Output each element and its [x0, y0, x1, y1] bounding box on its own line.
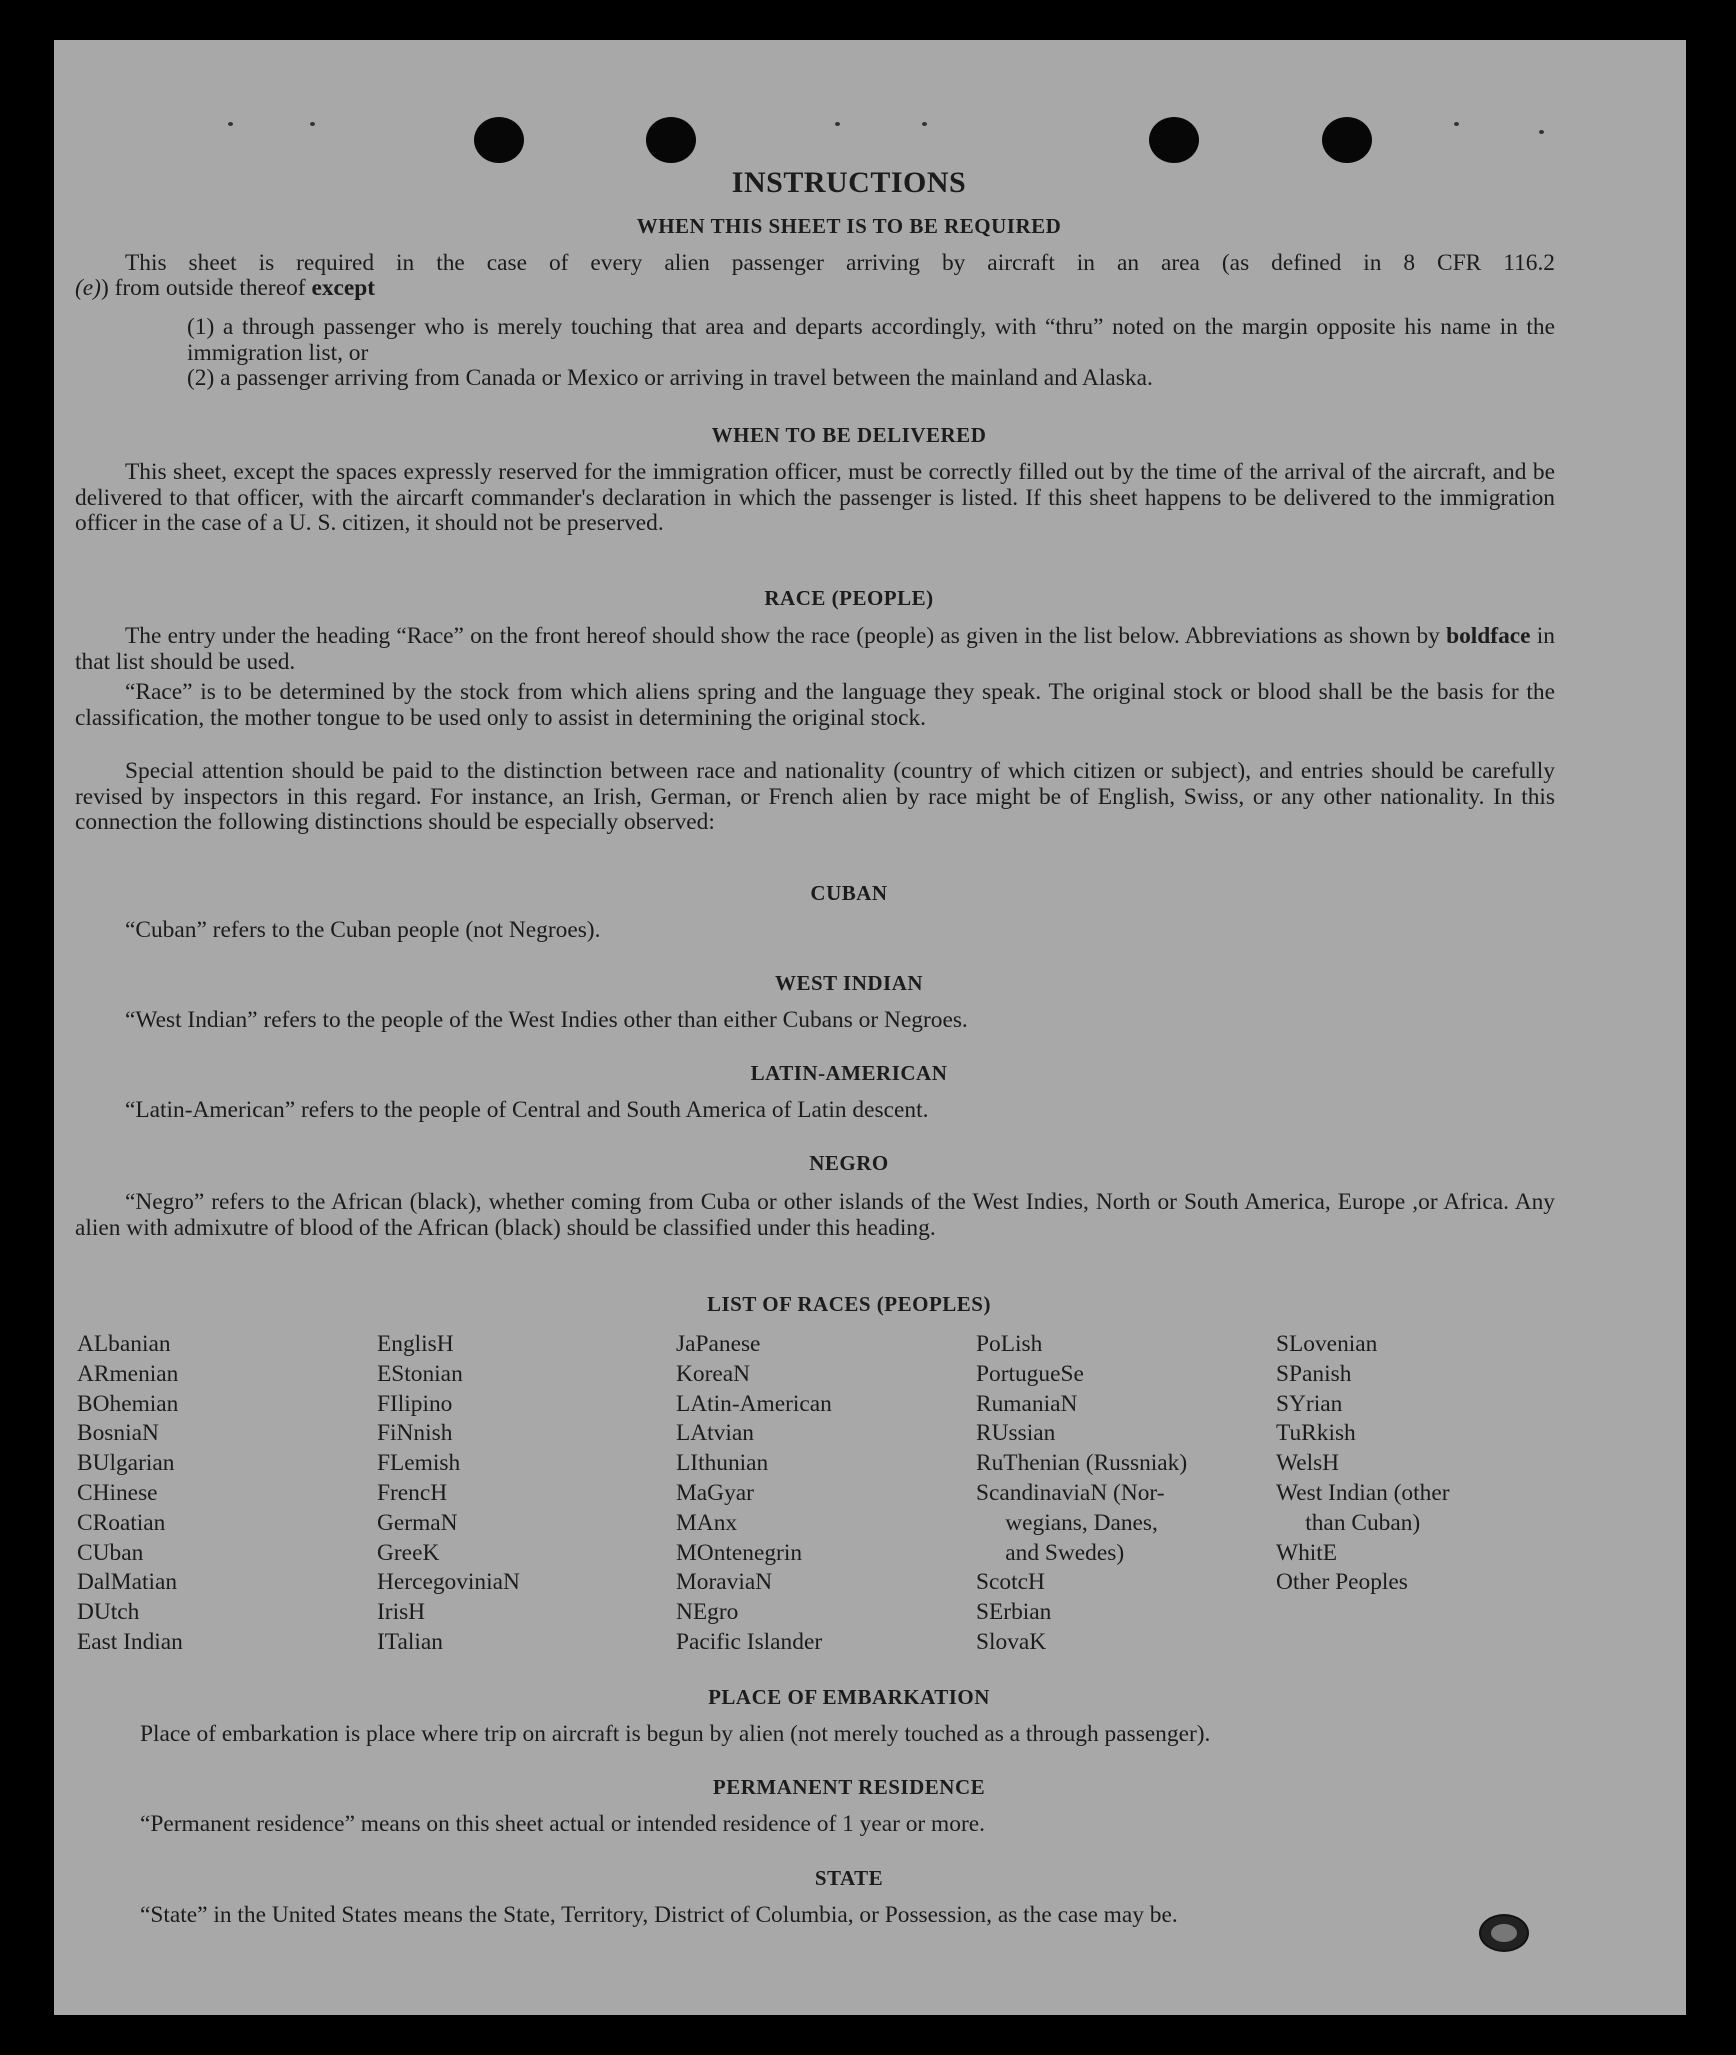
race-entry: RUssian — [976, 1420, 1056, 1447]
race-entry: BUlgarian — [77, 1450, 175, 1477]
required-intro — [75, 251, 1555, 277]
race-entry: RuThenian (Russniak) — [976, 1450, 1188, 1477]
required-intro-except: except — [311, 275, 376, 301]
races-column-5 — [1276, 1330, 1450, 1598]
race-entry: LAtin-American — [676, 1390, 832, 1417]
race-entry: CRoatian — [77, 1509, 166, 1536]
required-item-2: (2) a passenger arriving from Canada or Mexico or arriving in travel between the mainland and Alaska. — [187, 365, 1153, 391]
race-entry: MoraviaN — [676, 1569, 773, 1596]
race-entry: SLovenian — [1276, 1331, 1378, 1357]
race-entry: LIthunian — [676, 1450, 769, 1477]
race-entry: ScotcH — [976, 1569, 1045, 1596]
race-entry: wegians, Danes, — [976, 1509, 1158, 1536]
race-entry: MAnx — [676, 1509, 738, 1536]
section-heading-list-of-races: LIST OF RACES (PEOPLES) — [707, 1292, 991, 1316]
speck — [922, 122, 927, 126]
race-entry: ALbanian — [77, 1331, 171, 1357]
race-entry: MaGyar — [676, 1479, 754, 1506]
races-column-2 — [377, 1330, 520, 1658]
section-heading-race: RACE (PEOPLE) — [764, 586, 934, 610]
race-entry: MOntenegrin — [676, 1539, 803, 1566]
race-entry: FrencH — [377, 1479, 448, 1506]
race-entry: FiNnish — [377, 1420, 453, 1447]
race-p1-pre: The entry under the heading “Race” on the front hereof should show the race (people) as given in the list below. Abbreviations as shown by — [125, 623, 1440, 649]
negro-text: “Negro” refers to the African (black), whether coming from Cuba or other islands of the West Indies, North or South America, Europe ,or Africa. Any alien with admixutre of blood of the African (black) should be classified under this heading. — [75, 1189, 1555, 1241]
speck — [1539, 130, 1544, 134]
delivered-text: This sheet, except the spaces expressly reserved for the immigration officer, must be correctly filled out by the time of the arrival of the aircraft, and be delivered to that officer, with the aircarft commander's declaration in which the passenger is listed. If this sheet happens to be delivered to the immigration officer in the case of a U. S. citizen, it should not be preserved. — [75, 459, 1555, 536]
race-entry: KoreaN — [676, 1360, 751, 1387]
race-entry: LAtvian — [676, 1420, 754, 1447]
race-entry: FLemish — [377, 1450, 461, 1477]
races-column-3 — [676, 1330, 832, 1658]
section-heading-negro: NEGRO — [809, 1151, 889, 1175]
race-entry: CHinese — [77, 1479, 158, 1506]
race-entry: RumaniaN — [976, 1390, 1078, 1417]
latin-american-text: “Latin-American” refers to the people of Central and South America of Latin descent. — [125, 1097, 929, 1123]
required-intro-post: ) from outside thereof — [100, 275, 306, 301]
race-entry: Pacific Islander — [676, 1628, 823, 1655]
section-heading-required: WHEN THIS SHEET IS TO BE REQUIRED — [636, 214, 1062, 238]
speck — [1454, 122, 1459, 126]
race-entry: EnglisH — [377, 1331, 454, 1357]
union-label-seal — [1479, 1914, 1529, 1952]
race-entry: West Indian (other — [1276, 1479, 1450, 1506]
race-entry: ScandinaviaN (Nor- — [976, 1479, 1165, 1506]
races-column-1 — [77, 1330, 183, 1658]
race-entry: PoLish — [976, 1331, 1043, 1357]
race-entry: GermaN — [377, 1509, 458, 1536]
race-entry: GreeK — [377, 1539, 440, 1566]
race-entry: and Swedes) — [976, 1539, 1125, 1566]
speck — [310, 122, 315, 126]
punch-hole — [1322, 117, 1372, 163]
required-intro-line2 — [75, 276, 1555, 302]
race-paragraph-1 — [75, 624, 1555, 675]
race-entry: Other Peoples — [1276, 1569, 1408, 1596]
race-entry: SPanish — [1276, 1360, 1352, 1387]
race-p1-bold: boldface — [1446, 623, 1531, 649]
section-heading-state: STATE — [814, 1866, 884, 1890]
race-entry: JaPanese — [676, 1331, 761, 1357]
race-entry: SYrian — [1276, 1390, 1343, 1417]
cuban-text: “Cuban” refers to the Cuban people (not Negroes). — [125, 917, 601, 943]
race-entry: NEgro — [676, 1599, 739, 1626]
section-heading-embarkation: PLACE OF EMBARKATION — [708, 1685, 990, 1709]
section-heading-latin-american: LATIN-AMERICAN — [750, 1061, 948, 1085]
race-entry: WhitE — [1276, 1539, 1338, 1566]
races-column-4 — [976, 1330, 1187, 1658]
section-heading-cuban: CUBAN — [810, 881, 888, 905]
race-entry: than Cuban) — [1276, 1509, 1421, 1536]
race-entry: DUtch — [77, 1599, 140, 1626]
race-paragraph-3: Special attention should be paid to the distinction between race and nationality (country of which citizen or subject), and entries should be carefully revised by inspectors in this regard. For instance, an Irish, German, or French alien by race might be of English, Swiss, or any other nationality. In this connection the following distinctions should be especially observed: — [75, 758, 1555, 835]
residence-text: “Permanent residence” means on this sheet actual or intended residence of 1 year or more. — [140, 1811, 985, 1837]
race-entry: BosniaN — [77, 1420, 159, 1447]
punch-hole — [474, 117, 524, 163]
race-p1-post: in that list should be used. — [75, 623, 1555, 675]
race-entry: TuRkish — [1276, 1420, 1356, 1447]
race-entry: HercegoviniaN — [377, 1569, 520, 1596]
speck — [228, 122, 233, 126]
race-entry: East Indian — [77, 1628, 183, 1655]
required-intro-text: This sheet is required in the case of every alien passenger arriving by aircraft in an area (as defined in 8 CFR 116.2 — [125, 250, 1555, 276]
race-entry: FIlipino — [377, 1390, 453, 1417]
punch-hole — [646, 117, 696, 163]
section-heading-residence: PERMANENT RESIDENCE — [712, 1775, 986, 1799]
punch-hole — [1149, 117, 1199, 163]
required-item-1: (1) a through passenger who is merely touching that area and departs accordingly, with “thru” noted on the margin opposite his name in the immigration list, or — [187, 314, 1555, 366]
race-entry: SlovaK — [976, 1628, 1047, 1655]
page-title: INSTRUCTIONS — [731, 166, 967, 199]
race-entry: WelsH — [1276, 1450, 1340, 1477]
west-indian-text: “West Indian” refers to the people of the West Indies other than either Cubans or Negroes. — [125, 1007, 968, 1033]
race-entry: CUban — [77, 1539, 144, 1566]
race-entry: DalMatian — [77, 1569, 178, 1596]
race-entry: ARmenian — [77, 1360, 179, 1387]
embarkation-text: Place of embarkation is place where trip on aircraft is begun by alien (not merely touched as a through passenger). — [140, 1721, 1211, 1747]
race-paragraph-2: “Race” is to be determined by the stock from which aliens spring and the language they speak. The original stock or blood shall be the basis for the classification, the mother tongue to be used only to assist in determining the original stock. — [75, 679, 1555, 731]
section-heading-west-indian: WEST INDIAN — [774, 971, 924, 995]
race-entry: ITalian — [377, 1628, 443, 1655]
state-text: “State” in the United States means the State, Territory, District of Columbia, or Possession, as the case may be. — [140, 1902, 1178, 1928]
required-intro-paren: (e) — [75, 275, 101, 301]
race-entry: PortugueSe — [976, 1360, 1084, 1387]
race-entry: BOhemian — [77, 1390, 179, 1417]
speck — [835, 122, 840, 126]
race-entry: IrisH — [377, 1599, 426, 1626]
instruction-sheet — [54, 40, 1686, 2015]
race-entry: SErbian — [976, 1599, 1052, 1626]
section-heading-delivered: WHEN TO BE DELIVERED — [711, 423, 987, 447]
race-entry: EStonian — [377, 1360, 463, 1387]
